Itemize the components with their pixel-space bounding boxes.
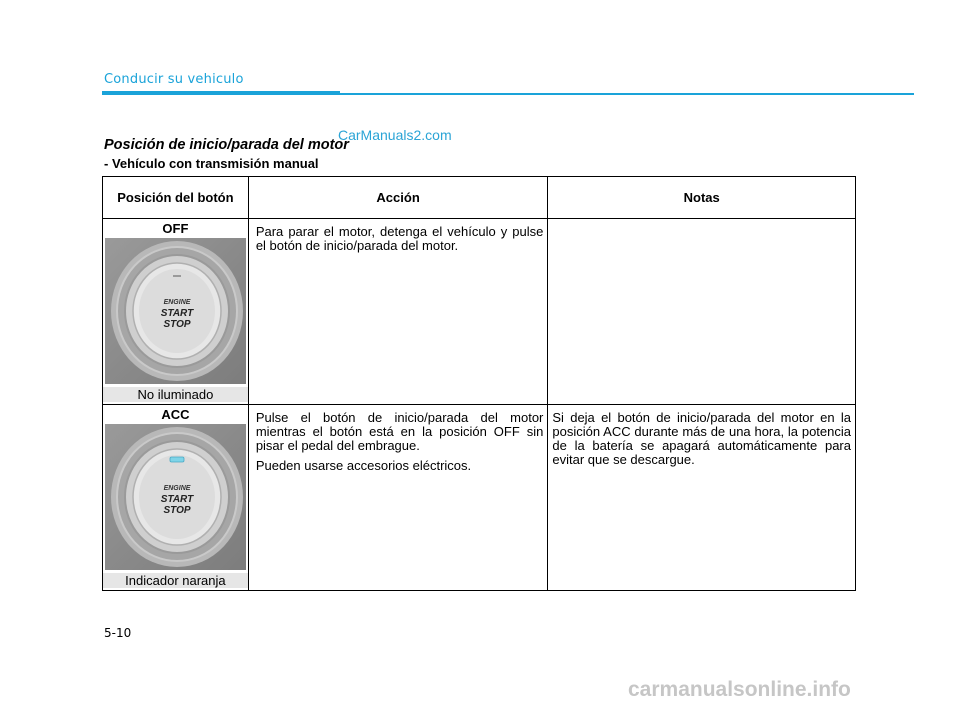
header-rule-accent: [102, 91, 340, 95]
notes-text: [548, 219, 855, 225]
page-heading: Posición de inicio/parada del motor: [104, 137, 349, 153]
action-cell: [248, 219, 548, 405]
table-header-row: [103, 177, 856, 219]
notes-cell: [548, 405, 856, 591]
notes-text: Si deja el botón de inicio/parada del motor en la posición ACC durante más de una hora, la potencia de la batería se apagará automáticamente para evitar que se descargue.: [552, 410, 851, 467]
position-table: [102, 176, 856, 591]
engine-start-stop-button-icon: [105, 238, 246, 384]
button-text-engine: ENGINE: [163, 485, 191, 492]
page-number: 5-10: [104, 626, 132, 640]
position-label: OFF: [162, 221, 189, 236]
position-cell: [103, 219, 249, 405]
button-text-stop: STOP: [163, 505, 191, 516]
button-text-start: START: [160, 308, 194, 319]
table-row: [103, 219, 856, 405]
indicator-lamp-lit: [170, 457, 184, 462]
table-row: [103, 405, 856, 591]
position-label: ACC: [161, 407, 190, 422]
button-text-engine: ENGINE: [163, 299, 191, 306]
button-text-start: START: [160, 494, 194, 505]
button-text-stop: STOP: [163, 319, 191, 330]
engine-button-image: [105, 424, 246, 570]
footer-watermark[interactable]: carmanualsonline.info: [628, 678, 851, 701]
position-caption: Indicador naranja: [103, 573, 248, 588]
section-title: Conducir su vehiculo: [104, 72, 244, 87]
column-header: Notas: [548, 177, 856, 219]
notes-cell: [548, 219, 856, 405]
column-header: Acción: [248, 177, 548, 219]
watermark-link[interactable]: CarManuals2.com: [338, 127, 452, 143]
engine-button-image: [105, 238, 246, 384]
action-cell: [248, 405, 548, 591]
position-cell: [103, 405, 249, 591]
action-text: Pueden usarse accesorios eléctricos.: [255, 458, 472, 473]
column-header: Posición del botón: [103, 177, 249, 219]
indicator-lamp: [173, 275, 181, 277]
subheading: - Vehículo con transmisión manual: [104, 156, 319, 171]
action-text: Pulse el botón de inicio/parada del motor mientras el botón está en la posición OFF sin pisar el pedal del embrague.: [255, 410, 544, 453]
action-text: Para parar el motor, detenga el vehículo y pulse el botón de inicio/parada del motor.: [255, 224, 544, 253]
engine-start-stop-button-icon: [105, 424, 246, 570]
position-caption: No iluminado: [103, 387, 248, 402]
